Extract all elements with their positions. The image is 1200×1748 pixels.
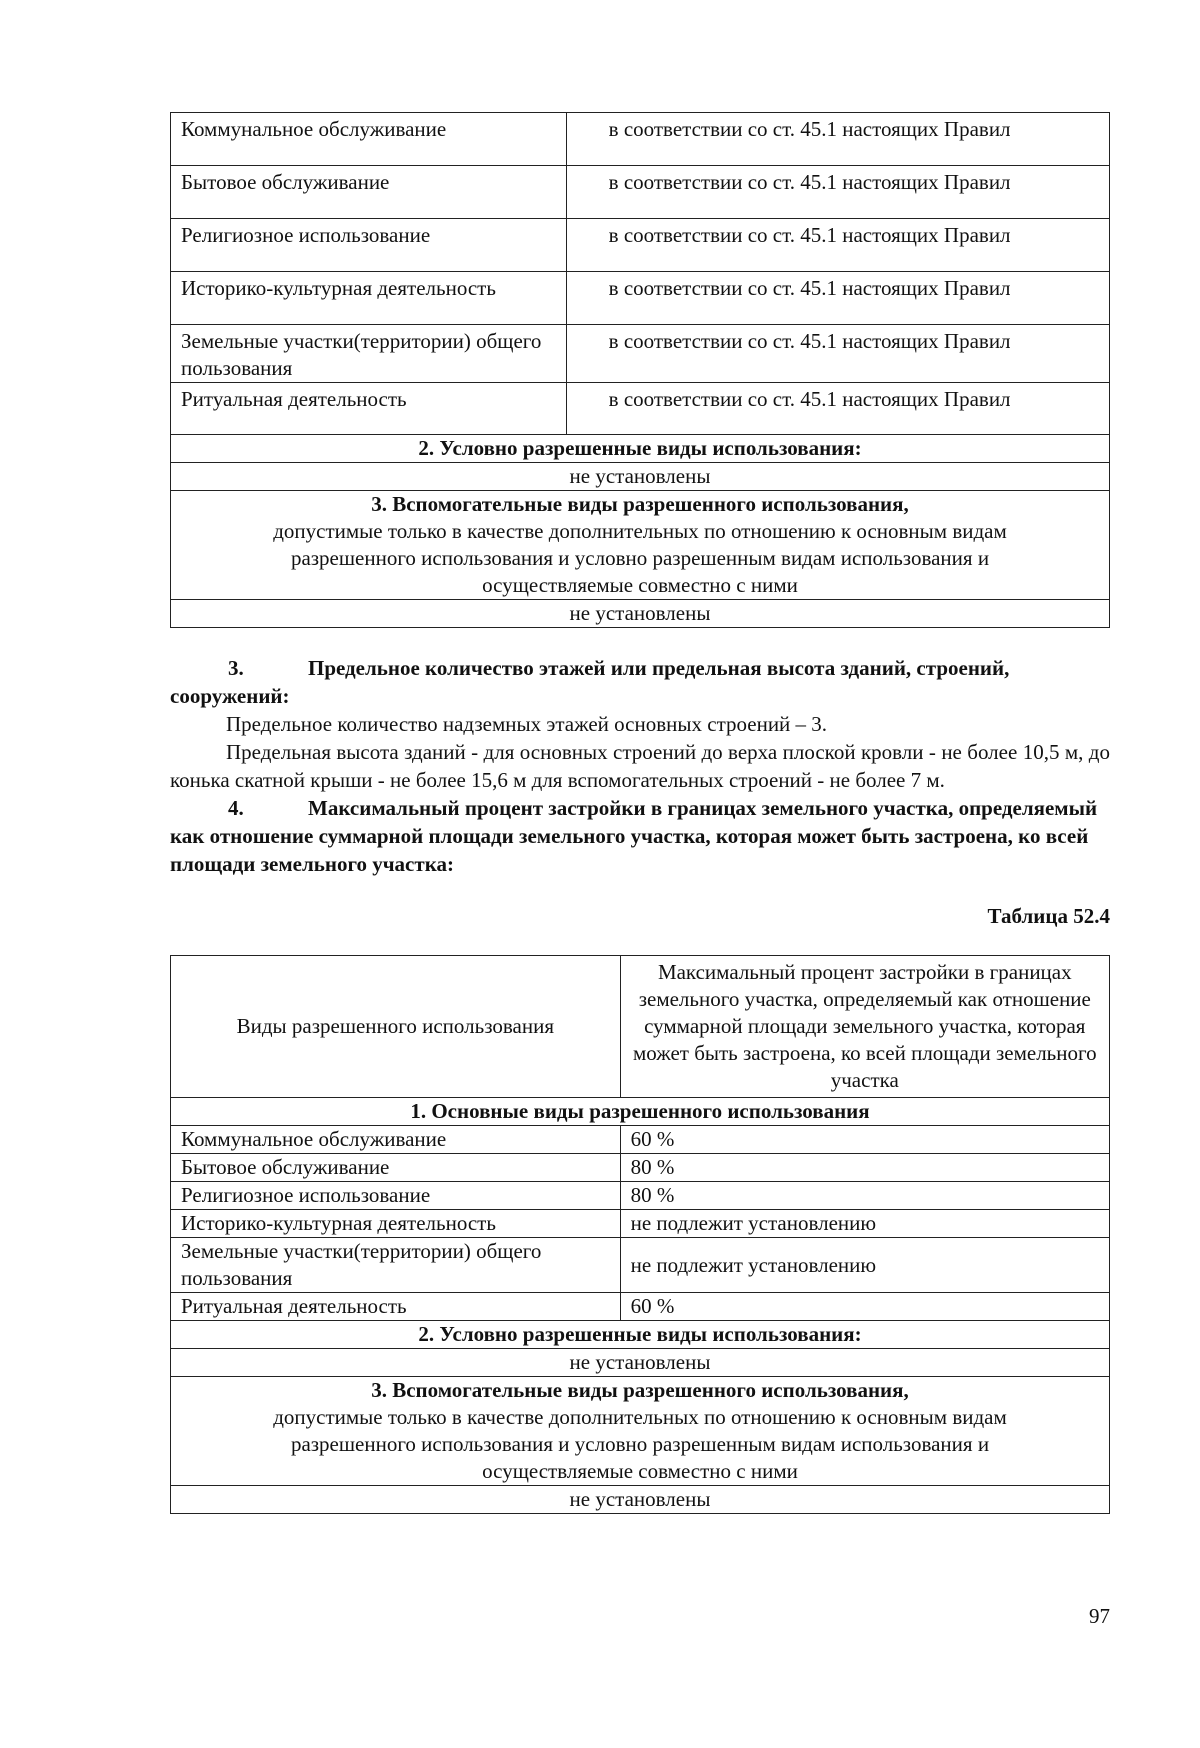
percentage-cell: 60 % <box>620 1293 1109 1321</box>
section-4-number: 4. <box>228 796 244 820</box>
table-row <box>171 1098 1110 1126</box>
table-row <box>171 219 1110 272</box>
table-row <box>171 1321 1110 1349</box>
use-name-cell: Ритуальная деятельность <box>171 1293 621 1321</box>
table-row <box>171 1182 1110 1210</box>
auxiliary-uses-text: допустимые только в качестве дополнительных по отношению к основным видам разрешенного использования и условно разрешенным видам использования и осуществляемые совместно с ними <box>273 1405 1007 1483</box>
auxiliary-uses-header: 3. Вспомогательные виды разрешенного использования, <box>371 492 909 516</box>
conditional-uses-value: не установлены <box>171 463 1110 491</box>
section-3-heading <box>170 654 1110 710</box>
auxiliary-uses-cell <box>171 1377 1110 1486</box>
table-row <box>171 1349 1110 1377</box>
header-uses-cell: Виды разрешенного использования <box>171 956 621 1098</box>
auxiliary-uses-text: допустимые только в качестве дополнительных по отношению к основным видам разрешенного использования и условно разрешенным видам использования и осуществляемые совместно с ними <box>273 519 1007 597</box>
use-name-cell: Историко-культурная деятельность <box>171 1210 621 1238</box>
use-name-cell: Бытовое обслуживание <box>171 166 567 219</box>
table-row <box>171 1154 1110 1182</box>
rule-ref-cell: в соответствии со ст. 45.1 настоящих Правил <box>566 166 1109 219</box>
auxiliary-uses-header: 3. Вспомогательные виды разрешенного использования, <box>371 1378 909 1402</box>
section-4-heading <box>170 794 1110 878</box>
rule-ref-cell: в соответствии со ст. 45.1 настоящих Правил <box>566 219 1109 272</box>
use-name-cell: Ритуальная деятельность <box>171 383 567 435</box>
table-building-percentage <box>170 955 1110 1514</box>
table-row <box>171 113 1110 166</box>
use-name-cell: Коммунальное обслуживание <box>171 1126 621 1154</box>
section-3-number: 3. <box>228 656 244 680</box>
rule-ref-cell: в соответствии со ст. 45.1 настоящих Правил <box>566 325 1109 383</box>
section-3-floors-text: Предельное количество надземных этажей основных строений – 3. <box>226 712 828 736</box>
use-name-cell: Бытовое обслуживание <box>171 1154 621 1182</box>
conditional-uses-header: 2. Условно разрешенные виды использования: <box>171 1321 1110 1349</box>
percentage-cell: 60 % <box>620 1126 1109 1154</box>
table-row <box>171 325 1110 383</box>
use-name-cell: Коммунальное обслуживание <box>171 113 567 166</box>
rule-ref-cell: в соответствии со ст. 45.1 настоящих Правил <box>566 272 1109 325</box>
use-name-cell: Религиозное использование <box>171 1182 621 1210</box>
section-3-title: Предельное количество этажей или предельная высота зданий, строений, сооружений: <box>170 656 1010 708</box>
table-row <box>171 1377 1110 1486</box>
rule-ref-cell: в соответствии со ст. 45.1 настоящих Правил <box>566 113 1109 166</box>
table-row <box>171 166 1110 219</box>
table-row <box>171 1210 1110 1238</box>
table-row <box>171 491 1110 600</box>
percentage-cell: 80 % <box>620 1154 1109 1182</box>
rule-ref-cell: в соответствии со ст. 45.1 настоящих Правил <box>566 383 1109 435</box>
main-uses-header: 1. Основные виды разрешенного использования <box>171 1098 1110 1126</box>
use-name-cell: Земельные участки(территории) общего пользования <box>171 325 567 383</box>
conditional-uses-header: 2. Условно разрешенные виды использования: <box>171 435 1110 463</box>
section-4-title: Максимальный процент застройки в границах земельного участка, определяемый как отношение суммарной площади земельного участка, которая может быть застроена, ко всей площади земельного участка: <box>170 796 1098 876</box>
table-row <box>171 1238 1110 1293</box>
header-percentage-cell: Максимальный процент застройки в границах земельного участка, определяемый как отношение суммарной площади земельного участка, которая может быть застроена, ко всей площади земельного участка <box>620 956 1109 1098</box>
conditional-uses-value: не установлены <box>171 1349 1110 1377</box>
table-row <box>171 1486 1110 1514</box>
use-name-cell: Земельные участки(территории) общего пользования <box>171 1238 621 1293</box>
table-row <box>171 272 1110 325</box>
use-name-cell: Религиозное использование <box>171 219 567 272</box>
table-row <box>171 600 1110 628</box>
table-row <box>171 1126 1110 1154</box>
percentage-cell: не подлежит установлению <box>620 1210 1109 1238</box>
auxiliary-uses-value: не установлены <box>171 600 1110 628</box>
use-name-cell: Историко-культурная деятельность <box>171 272 567 325</box>
table-row <box>171 383 1110 435</box>
auxiliary-uses-value: не установлены <box>171 1486 1110 1514</box>
percentage-cell: 80 % <box>620 1182 1109 1210</box>
percentage-cell: не подлежит установлению <box>620 1238 1109 1293</box>
table-caption: Таблица 52.4 <box>987 904 1110 928</box>
auxiliary-uses-cell <box>171 491 1110 600</box>
page-number: 97 <box>1089 1604 1110 1628</box>
table-header-row <box>171 956 1110 1098</box>
table-row <box>171 435 1110 463</box>
table-row <box>171 463 1110 491</box>
table-permitted-uses-rules <box>170 112 1110 628</box>
table-row <box>171 1293 1110 1321</box>
section-3-height-text: Предельная высота зданий - для основных строений до верха плоской кровли - не более 10,5 м, до конька скатной крыши - не более 15,6 м для вспомогательных строений - не более 7 м. <box>170 740 1110 792</box>
section-3 <box>170 654 1110 878</box>
